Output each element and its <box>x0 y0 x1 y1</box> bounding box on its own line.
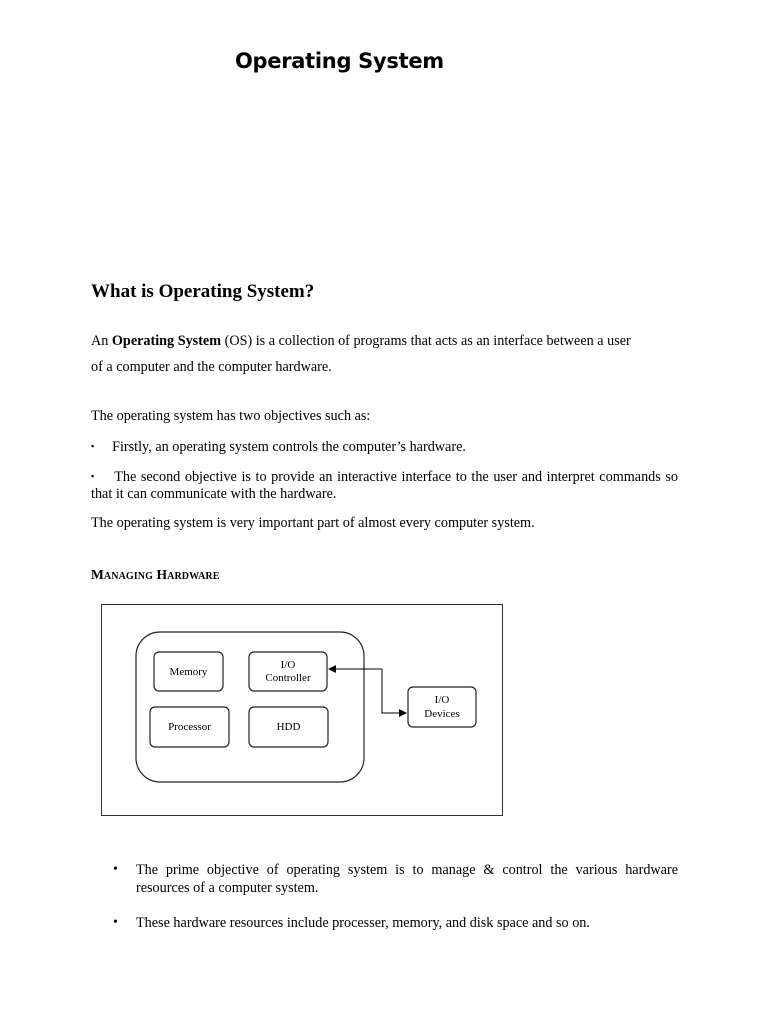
hardware-point-item <box>113 914 678 932</box>
intro-prefix: An <box>91 333 112 349</box>
subheading-managing-hardware: Managing Hardware <box>91 567 220 582</box>
figure-frame <box>101 604 503 816</box>
io-devices-box <box>408 687 476 727</box>
importance-paragraph: The operating system is very important part of almost every computer system. <box>91 515 535 531</box>
io-devices-label-line2: Devices <box>424 708 460 720</box>
intro-paragraph <box>91 328 678 380</box>
io-devices-label-line1: I/O <box>434 694 450 706</box>
objective-text: The second objective is to provide an interactive interface to the user and interpret commands so that it can communicate with the hardware. <box>91 469 678 502</box>
objective-item <box>91 468 678 503</box>
objective-text: Firstly, an operating system controls the computer’s hardware. <box>112 439 466 455</box>
memory-label: Memory <box>169 666 208 678</box>
document-title: Operating System <box>235 49 444 73</box>
bullet-dot-icon: • <box>113 862 118 877</box>
intro-bold-term: Operating System <box>111 333 222 349</box>
bullet-dot-icon: • <box>113 915 118 930</box>
section-heading: What is Operating System? <box>91 281 315 302</box>
io-controller-label-line1: I/O <box>280 659 296 671</box>
intro-line1: (OS) is a collection of programs that acts as an interface between a user <box>221 333 631 349</box>
hardware-point-item <box>113 861 678 897</box>
hardware-point-text: The prime objective of operating system is to manage & control the various hardware resources of a computer system. <box>136 862 678 896</box>
connector-arrow-to-devices <box>382 669 406 713</box>
hardware-point-text: These hardware resources include processer, memory, and disk space and so on. <box>136 915 590 931</box>
io-controller-label-line2: Controller <box>265 672 311 684</box>
hardware-diagram <box>102 605 502 815</box>
square-bullet-icon: ▪ <box>91 441 95 451</box>
objective-item <box>91 433 678 460</box>
processor-label: Processor <box>168 721 211 733</box>
objectives-intro: The operating system has two objectives such as: <box>91 408 371 424</box>
square-bullet-icon: ▪ <box>91 471 95 481</box>
hdd-label: HDD <box>276 721 301 733</box>
intro-line2: of a computer and the computer hardware. <box>91 359 332 375</box>
